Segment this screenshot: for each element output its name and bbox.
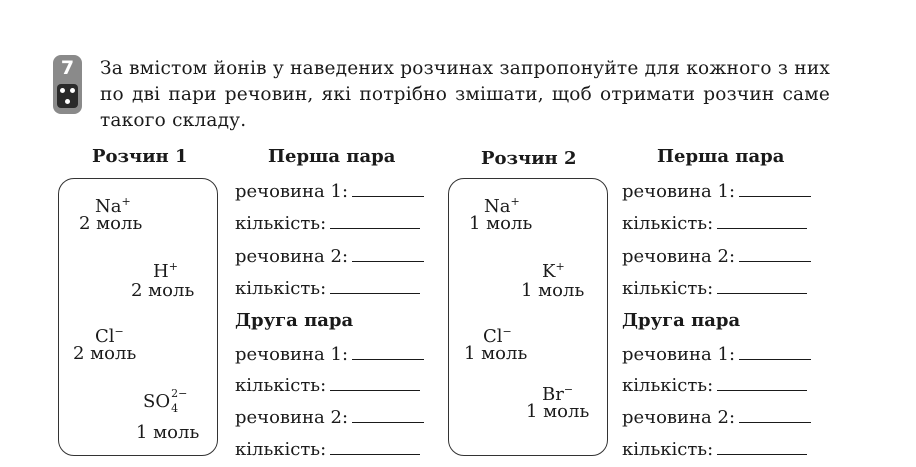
amount-cl-1: 2 моль xyxy=(73,343,137,364)
s2-p2-substance1: речовина 1: xyxy=(622,343,811,366)
solution1-first-pair-title: Перша пара xyxy=(268,146,396,167)
blank-field[interactable] xyxy=(717,374,807,391)
amount-na-2: 1 моль xyxy=(469,213,533,234)
blank-field[interactable] xyxy=(739,406,811,423)
blank-field[interactable] xyxy=(739,343,811,360)
blank-field[interactable] xyxy=(717,438,807,455)
s2-p2-substance2: речовина 2: xyxy=(622,406,811,429)
s1-p2-substance2: речовина 2: xyxy=(235,406,424,429)
s2-p2-amount2: кількість: xyxy=(622,438,807,461)
blank-field[interactable] xyxy=(717,212,807,229)
blank-field[interactable] xyxy=(330,374,420,391)
ion-br-2: Br− xyxy=(542,383,574,405)
amount-so4-1: 1 моль xyxy=(136,422,200,443)
dice-icon xyxy=(57,84,78,108)
s1-p1-amount1: кількість: xyxy=(235,212,420,235)
blank-field[interactable] xyxy=(739,245,811,262)
s2-p1-amount1: кількість: xyxy=(622,212,807,235)
task-text: За вмістом йонів у наведених розчинах запропонуйте для кожного з них по дві пари речовин, які потрібно змішати, щоб отримати розчин саме такого складу. xyxy=(100,58,830,131)
blank-field[interactable] xyxy=(330,438,420,455)
s2-p1-amount2: кількість: xyxy=(622,277,807,300)
amount-br-2: 1 моль xyxy=(526,401,590,422)
s1-p1-substance1: речовина 1: xyxy=(235,180,424,203)
task-number: 7 xyxy=(60,57,75,79)
blank-field[interactable] xyxy=(739,180,811,197)
solution2-first-pair-title: Перша пара xyxy=(657,146,785,167)
ion-na-2: Na+ xyxy=(484,195,520,217)
ion-h-1: H+ xyxy=(153,260,178,282)
solution1-title: Розчин 1 xyxy=(92,146,188,167)
amount-h-1: 2 моль xyxy=(131,280,195,301)
blank-field[interactable] xyxy=(330,212,420,229)
s2-second-pair-title: Друга пара xyxy=(622,310,741,331)
solution2-title: Розчин 2 xyxy=(481,148,577,169)
blank-field[interactable] xyxy=(352,180,424,197)
ion-cl-1: Cl− xyxy=(95,325,124,347)
blank-field[interactable] xyxy=(352,245,424,262)
amount-cl-2: 1 моль xyxy=(464,343,528,364)
amount-na-1: 2 моль xyxy=(79,213,143,234)
blank-field[interactable] xyxy=(717,277,807,294)
ion-na-1: Na+ xyxy=(95,195,131,217)
blank-field[interactable] xyxy=(330,277,420,294)
s1-second-pair-title: Друга пара xyxy=(235,310,354,331)
blank-field[interactable] xyxy=(352,406,424,423)
ion-cl-2: Cl− xyxy=(483,325,512,347)
task-number-badge xyxy=(53,55,82,114)
s1-p1-amount2: кількість: xyxy=(235,277,420,300)
s1-p2-amount1: кількість: xyxy=(235,374,420,397)
s1-p1-substance2: речовина 2: xyxy=(235,245,424,268)
s2-p2-amount1: кількість: xyxy=(622,374,807,397)
amount-k-2: 1 моль xyxy=(521,280,585,301)
ion-so4-1: SO 2− 4 xyxy=(143,387,188,415)
s1-p2-substance1: речовина 1: xyxy=(235,343,424,366)
s2-p1-substance2: речовина 2: xyxy=(622,245,811,268)
blank-field[interactable] xyxy=(352,343,424,360)
ion-k-2: K+ xyxy=(542,260,565,282)
s1-p2-amount2: кількість: xyxy=(235,438,420,461)
s2-p1-substance1: речовина 1: xyxy=(622,180,811,203)
